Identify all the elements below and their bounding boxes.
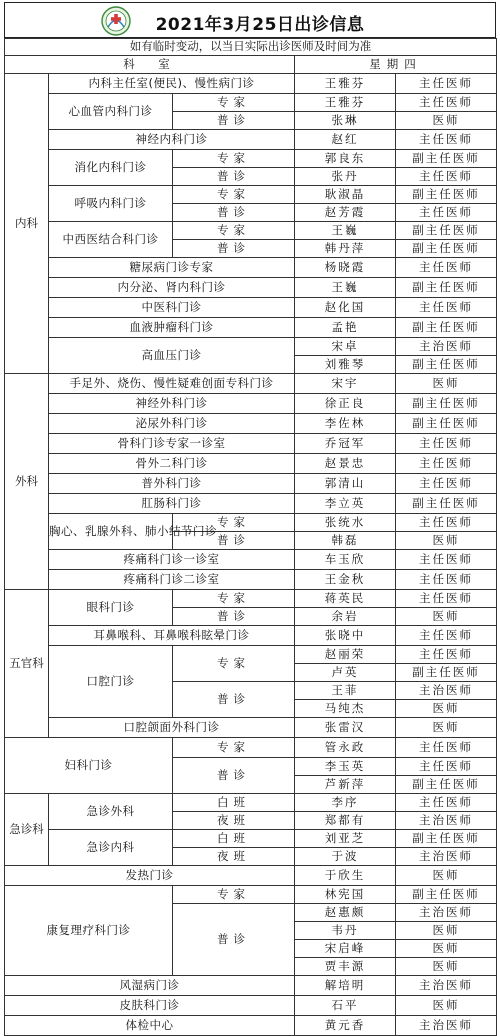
department-name: 泌尿外科门诊 bbox=[49, 414, 295, 434]
doctor-name: 宋启峰 bbox=[295, 940, 396, 958]
doctor-title: 医师 bbox=[396, 374, 497, 394]
session-type: 普诊 bbox=[173, 112, 295, 130]
schedule-row bbox=[5, 738, 497, 758]
doctor-title: 主治医师 bbox=[396, 338, 497, 356]
session-type: 普诊 bbox=[173, 204, 295, 222]
department-name: 疼痛科门诊一诊室 bbox=[49, 550, 295, 570]
schedule-row bbox=[5, 570, 497, 590]
doctor-title: 医师 bbox=[396, 940, 497, 958]
department-name: 疼痛科门诊二诊室 bbox=[49, 570, 295, 590]
department-group: 急诊科 bbox=[5, 794, 49, 866]
department-name: 康复理疗科门诊 bbox=[5, 886, 173, 976]
doctor-title: 主任医师 bbox=[396, 298, 497, 318]
doctor-name: 车玉欣 bbox=[295, 550, 396, 570]
department-name: 肛肠科门诊 bbox=[49, 494, 295, 514]
doctor-title: 主治医师 bbox=[396, 682, 497, 700]
department-name: 中医科门诊 bbox=[49, 298, 295, 318]
schedule-row bbox=[5, 278, 497, 298]
department-name: 神经内科门诊 bbox=[49, 130, 295, 150]
doctor-name: 石平 bbox=[295, 996, 396, 1016]
session-type: 夜班 bbox=[173, 812, 295, 830]
session-type: 普诊 bbox=[173, 904, 295, 976]
doctor-title: 主治医师 bbox=[396, 976, 497, 996]
schedule-row bbox=[5, 830, 497, 848]
doctor-name: 韩丹萍 bbox=[295, 240, 396, 258]
doctor-title: 主任医师 bbox=[396, 626, 497, 646]
department-name: 体检中心 bbox=[5, 1016, 295, 1036]
schedule-row bbox=[5, 1016, 497, 1036]
clinic-schedule-table bbox=[4, 38, 497, 1036]
doctor-name: 耿淑晶 bbox=[295, 186, 396, 204]
schedule-row bbox=[5, 150, 497, 168]
department-group: 五官科 bbox=[5, 590, 49, 738]
doctor-title: 主任医师 bbox=[396, 794, 497, 812]
doctor-title: 主任医师 bbox=[396, 454, 497, 474]
doctor-name: 王金秋 bbox=[295, 570, 396, 590]
schedule-row bbox=[5, 474, 497, 494]
doctor-name: 乔冠军 bbox=[295, 434, 396, 454]
doctor-title: 主任医师 bbox=[396, 758, 497, 776]
doctor-name: 马纯杰 bbox=[295, 700, 396, 718]
doctor-name: 林宪国 bbox=[295, 886, 396, 904]
department-name: 眼科门诊 bbox=[49, 590, 173, 626]
department-name: 内分泌、肾内科门诊 bbox=[49, 278, 295, 298]
department-name: 神经外科门诊 bbox=[49, 394, 295, 414]
department-name: 骨科门诊专家一诊室 bbox=[49, 434, 295, 454]
doctor-title: 主任医师 bbox=[396, 168, 497, 186]
doctor-title: 主任医师 bbox=[396, 74, 497, 94]
doctor-title: 副主任医师 bbox=[396, 222, 497, 240]
doctor-name: 黄元香 bbox=[295, 1016, 396, 1036]
doctor-name: 王菲 bbox=[295, 682, 396, 700]
schedule-row bbox=[5, 434, 497, 454]
schedule-row bbox=[5, 186, 497, 204]
page-title: 2021年3月25日出诊信息 bbox=[155, 15, 365, 35]
doctor-title: 医师 bbox=[396, 866, 497, 886]
department-name: 手足外、烧伤、慢性疑难创面专科门诊 bbox=[49, 374, 295, 394]
session-type: 普诊 bbox=[173, 608, 295, 626]
schedule-row bbox=[5, 338, 497, 356]
department-name: 骨外二科门诊 bbox=[49, 454, 295, 474]
session-type: 专家 bbox=[173, 590, 295, 608]
schedule-row bbox=[5, 626, 497, 646]
doctor-name: 贾丰源 bbox=[295, 958, 396, 976]
doctor-name: 芦新萍 bbox=[295, 776, 396, 794]
schedule-row bbox=[5, 550, 497, 570]
session-type: 普诊 bbox=[173, 168, 295, 186]
session-type: 专家 bbox=[173, 886, 295, 904]
session-type: 专家 bbox=[173, 646, 295, 682]
department-name: 妇科门诊 bbox=[5, 738, 173, 794]
schedule-row bbox=[5, 94, 497, 112]
column-header-dept: 科 室 bbox=[5, 56, 295, 74]
session-type: 普诊 bbox=[173, 240, 295, 258]
doctor-name: 李序 bbox=[295, 794, 396, 812]
column-header-day: 星期四 bbox=[295, 56, 497, 74]
department-name: 普外科门诊 bbox=[49, 474, 295, 494]
schedule-row bbox=[5, 414, 497, 434]
doctor-title: 副主任医师 bbox=[396, 886, 497, 904]
schedule-row bbox=[5, 394, 497, 414]
schedule-row bbox=[5, 718, 497, 738]
schedule-row bbox=[5, 74, 497, 94]
doctor-name: 郭清山 bbox=[295, 474, 396, 494]
department-name: 皮肤科门诊 bbox=[5, 996, 295, 1016]
doctor-title: 副主任医师 bbox=[396, 664, 497, 682]
doctor-name: 王雅芬 bbox=[295, 94, 396, 112]
schedule-row bbox=[5, 794, 497, 812]
notice-text: 如有临时变动，以当日实际出诊医师及时间为准 bbox=[5, 39, 497, 56]
doctor-title: 副主任医师 bbox=[396, 394, 497, 414]
department-name: 口腔颌面外科门诊 bbox=[49, 718, 295, 738]
doctor-title: 主任医师 bbox=[396, 204, 497, 222]
schedule-row bbox=[5, 374, 497, 394]
doctor-name: 宋宇 bbox=[295, 374, 396, 394]
session-type: 普诊 bbox=[173, 758, 295, 794]
document-header bbox=[4, 2, 496, 38]
schedule-row bbox=[5, 258, 497, 278]
session-type: 夜班 bbox=[173, 848, 295, 866]
doctor-title: 医师 bbox=[396, 958, 497, 976]
doctor-name: 于波 bbox=[295, 848, 396, 866]
department-name: 耳鼻喉科、耳鼻喉科眩晕门诊 bbox=[49, 626, 295, 646]
doctor-name: 解培明 bbox=[295, 976, 396, 996]
doctor-name: 李立英 bbox=[295, 494, 396, 514]
session-type: 专家 bbox=[173, 514, 295, 532]
doctor-name: 郭良东 bbox=[295, 150, 396, 168]
session-type: 白班 bbox=[173, 794, 295, 812]
department-name: 中西医结合科门诊 bbox=[49, 222, 173, 258]
session-type: 普诊 bbox=[173, 682, 295, 718]
schedule-row bbox=[5, 514, 497, 532]
doctor-name: 蒋英民 bbox=[295, 590, 396, 608]
doctor-title: 副主任医师 bbox=[396, 414, 497, 434]
department-name: 呼吸内科门诊 bbox=[49, 186, 173, 222]
doctor-title: 副主任医师 bbox=[396, 356, 497, 374]
doctor-name: 赵化国 bbox=[295, 298, 396, 318]
doctor-title: 副主任医师 bbox=[396, 830, 497, 848]
doctor-name: 张统水 bbox=[295, 514, 396, 532]
doctor-name: 李佐林 bbox=[295, 414, 396, 434]
department-name: 发热门诊 bbox=[5, 866, 295, 886]
schedule-row bbox=[5, 130, 497, 150]
department-name: 心血管内科门诊 bbox=[49, 94, 173, 130]
department-group: 外科 bbox=[5, 374, 49, 590]
doctor-name: 张雷汉 bbox=[295, 718, 396, 738]
doctor-title: 主任医师 bbox=[396, 474, 497, 494]
doctor-name: 李玉英 bbox=[295, 758, 396, 776]
doctor-name: 赵红 bbox=[295, 130, 396, 150]
doctor-name: 王雅芬 bbox=[295, 74, 396, 94]
doctor-title: 副主任医师 bbox=[396, 150, 497, 168]
doctor-name: 韦丹 bbox=[295, 922, 396, 940]
doctor-name: 王巍 bbox=[295, 278, 396, 298]
schedule-row bbox=[5, 454, 497, 474]
doctor-name: 张晓中 bbox=[295, 626, 396, 646]
doctor-title: 副主任医师 bbox=[396, 186, 497, 204]
schedule-row bbox=[5, 590, 497, 608]
doctor-name: 孟艳 bbox=[295, 318, 396, 338]
department-name: 胸心、乳腺外科、肺小结节门诊 bbox=[49, 514, 173, 550]
schedule-row bbox=[5, 996, 497, 1016]
schedule-row bbox=[5, 298, 497, 318]
doctor-title: 主任医师 bbox=[396, 550, 497, 570]
doctor-name: 刘亚芝 bbox=[295, 830, 396, 848]
doctor-title: 主任医师 bbox=[396, 434, 497, 454]
doctor-name: 徐正良 bbox=[295, 394, 396, 414]
doctor-title: 医师 bbox=[396, 996, 497, 1016]
department-name: 血液肿瘤科门诊 bbox=[49, 318, 295, 338]
doctor-title: 主治医师 bbox=[396, 812, 497, 830]
doctor-name: 赵丽荣 bbox=[295, 646, 396, 664]
doctor-title: 医师 bbox=[396, 608, 497, 626]
doctor-name: 管永政 bbox=[295, 738, 396, 758]
department-group: 内科 bbox=[5, 74, 49, 374]
doctor-title: 主任医师 bbox=[396, 590, 497, 608]
doctor-name: 宋卓 bbox=[295, 338, 396, 356]
doctor-title: 副主任医师 bbox=[396, 494, 497, 514]
doctor-title: 主任医师 bbox=[396, 570, 497, 590]
doctor-title: 医师 bbox=[396, 718, 497, 738]
doctor-title: 主治医师 bbox=[396, 1016, 497, 1036]
doctor-title: 主任医师 bbox=[396, 646, 497, 664]
doctor-title: 副主任医师 bbox=[396, 240, 497, 258]
department-name: 消化内科门诊 bbox=[49, 150, 173, 186]
session-type: 专家 bbox=[173, 94, 295, 112]
session-type: 专家 bbox=[173, 150, 295, 168]
doctor-title: 主治医师 bbox=[396, 904, 497, 922]
doctor-name: 韩磊 bbox=[295, 532, 396, 550]
doctor-title: 主任医师 bbox=[396, 130, 497, 150]
doctor-title: 医师 bbox=[396, 112, 497, 130]
doctor-name: 于欣生 bbox=[295, 866, 396, 886]
doctor-title: 主任医师 bbox=[396, 94, 497, 112]
schedule-row bbox=[5, 646, 497, 664]
department-name: 高血压门诊 bbox=[49, 338, 295, 374]
schedule-row bbox=[5, 318, 497, 338]
doctor-title: 主任医师 bbox=[396, 514, 497, 532]
doctor-title: 副主任医师 bbox=[396, 318, 497, 338]
doctor-title: 医师 bbox=[396, 700, 497, 718]
session-type: 专家 bbox=[173, 186, 295, 204]
doctor-name: 赵芳霞 bbox=[295, 204, 396, 222]
doctor-name: 张丹 bbox=[295, 168, 396, 186]
doctor-title: 主任医师 bbox=[396, 738, 497, 758]
department-name: 糖尿病门诊专家 bbox=[49, 258, 295, 278]
doctor-name: 余岩 bbox=[295, 608, 396, 626]
column-header-row bbox=[5, 56, 497, 74]
doctor-name: 张琳 bbox=[295, 112, 396, 130]
doctor-name: 卢英 bbox=[295, 664, 396, 682]
session-type: 专家 bbox=[173, 222, 295, 240]
department-name: 急诊内科 bbox=[49, 830, 173, 866]
schedule-row bbox=[5, 222, 497, 240]
schedule-row bbox=[5, 886, 497, 904]
session-type: 普诊 bbox=[173, 532, 295, 550]
notice-row bbox=[5, 39, 497, 56]
session-type: 专家 bbox=[173, 738, 295, 758]
doctor-name: 杨晓霞 bbox=[295, 258, 396, 278]
doctor-title: 副主任医师 bbox=[396, 776, 497, 794]
doctor-name: 郑都有 bbox=[295, 812, 396, 830]
doctor-title: 主任医师 bbox=[396, 258, 497, 278]
department-name: 口腔门诊 bbox=[49, 646, 173, 718]
schedule-body bbox=[5, 39, 497, 1036]
schedule-row bbox=[5, 866, 497, 886]
doctor-title: 医师 bbox=[396, 532, 497, 550]
schedule-row bbox=[5, 494, 497, 514]
doctor-title: 副主任医师 bbox=[396, 278, 497, 298]
doctor-name: 赵景忠 bbox=[295, 454, 396, 474]
department-name: 急诊外科 bbox=[49, 794, 173, 830]
doctor-name: 刘雅琴 bbox=[295, 356, 396, 374]
doctor-title: 医师 bbox=[396, 922, 497, 940]
department-name: 风湿病门诊 bbox=[5, 976, 295, 996]
schedule-row bbox=[5, 976, 497, 996]
session-type: 白班 bbox=[173, 830, 295, 848]
doctor-name: 赵惠颇 bbox=[295, 904, 396, 922]
doctor-title: 主治医师 bbox=[396, 848, 497, 866]
doctor-name: 王巍 bbox=[295, 222, 396, 240]
department-name: 内科主任室(便民)、慢性病门诊 bbox=[49, 74, 295, 94]
